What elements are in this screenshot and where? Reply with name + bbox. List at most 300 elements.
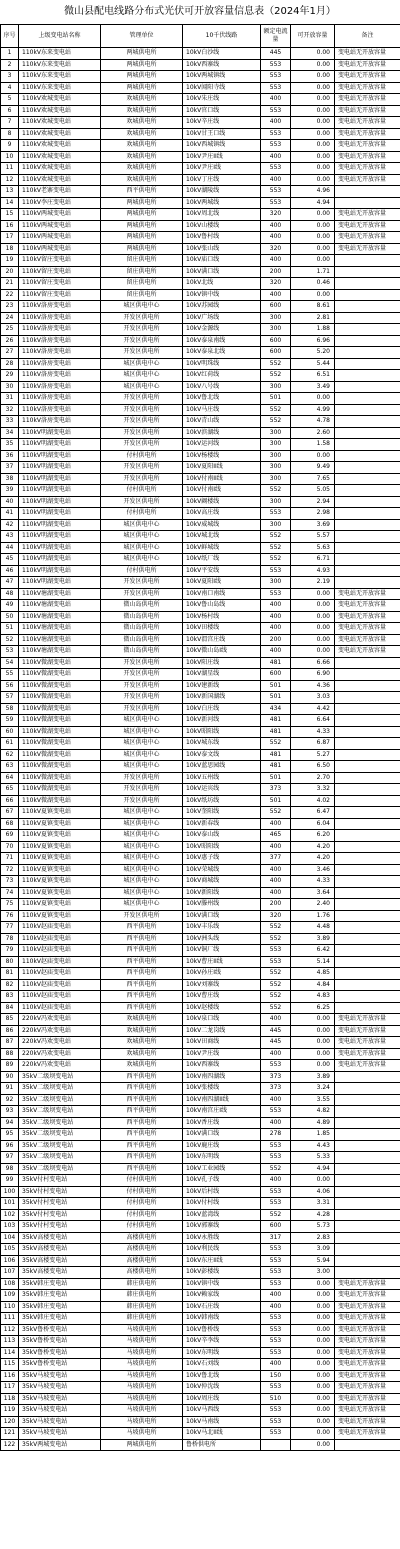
remark: [335, 991, 400, 1003]
rated-current: 552: [261, 1002, 291, 1014]
remark: 变电站无开放容量: [335, 140, 400, 152]
open-capacity: 6.25: [291, 1002, 335, 1014]
row-index: 121: [1, 1428, 19, 1440]
rated-current: 552: [261, 991, 291, 1003]
rated-current: 553: [261, 71, 291, 83]
management-unit: 马坡供电所: [101, 1347, 183, 1359]
feeder-line: 10kV南四湖线: [183, 1071, 261, 1083]
feeder-line: 10kV闻阳寺线: [183, 82, 261, 94]
table-row: [1, 899, 400, 911]
row-index: 23: [1, 301, 19, 313]
remark: [335, 416, 400, 428]
management-unit: 两城供电所: [101, 220, 183, 232]
row-index: 3: [1, 71, 19, 83]
row-index: 77: [1, 922, 19, 934]
row-index: 10: [1, 151, 19, 163]
substation-name: 35kV鲁桥变电站: [19, 1359, 101, 1371]
open-capacity: 0.00: [291, 588, 335, 600]
rated-current: 553: [261, 1244, 291, 1256]
row-index: 111: [1, 1313, 19, 1325]
substation-name: 110kV东来变电站: [19, 59, 101, 71]
feeder-line: 10kV泰泉南线: [183, 335, 261, 347]
remark: 变电站无开放容量: [335, 1370, 400, 1382]
substation-name: 110kV微湖变电站: [19, 703, 101, 715]
remark: [335, 1232, 400, 1244]
open-capacity: 0.00: [291, 1278, 335, 1290]
rated-current: 553: [261, 1428, 291, 1440]
row-index: 108: [1, 1278, 19, 1290]
rated-current: 552: [261, 922, 291, 934]
table-row: [1, 1382, 400, 1394]
row-index: 12: [1, 174, 19, 186]
remark: [335, 370, 400, 382]
substation-name: 110kV明湖变电站: [19, 531, 101, 543]
remark: 变电站无开放容量: [335, 1393, 400, 1405]
open-capacity: 6.20: [291, 830, 335, 842]
rated-current: 553: [261, 565, 291, 577]
management-unit: 城区供电中心: [101, 726, 183, 738]
table-row: [1, 634, 400, 646]
remark: 变电站无开放容量: [335, 634, 400, 646]
row-index: 86: [1, 1025, 19, 1037]
rated-current: 400: [261, 1014, 291, 1026]
header-rated-current: 额定电流量: [261, 25, 291, 48]
rated-current: 200: [261, 899, 291, 911]
management-unit: 欢城供电所: [101, 117, 183, 129]
open-capacity: 0.00: [291, 1347, 335, 1359]
rated-current: 300: [261, 473, 291, 485]
management-unit: 开发区供电所: [101, 393, 183, 405]
open-capacity: 3.09: [291, 1244, 335, 1256]
management-unit: 两城供电所: [101, 71, 183, 83]
management-unit: 付村供电所: [101, 1198, 183, 1210]
management-unit: 两城供电所: [101, 1439, 183, 1451]
feeder-line: 10kV运河线: [183, 439, 261, 451]
substation-name: 35kV鲁桥变电站: [19, 1347, 101, 1359]
open-capacity: 2.40: [291, 899, 335, 911]
open-capacity: 4.82: [291, 1106, 335, 1118]
remark: [335, 1198, 400, 1210]
management-unit: 西平供电所: [101, 186, 183, 198]
row-index: 117: [1, 1382, 19, 1394]
header-remark: 备注: [335, 25, 400, 48]
row-index: 99: [1, 1175, 19, 1187]
open-capacity: 3.55: [291, 1094, 335, 1106]
table-row: [1, 726, 400, 738]
feeder-line: 10kV赵楼线: [183, 1002, 261, 1014]
open-capacity: 0.00: [291, 94, 335, 106]
substation-name: 220kV冯欢变电站: [19, 1014, 101, 1026]
feeder-line: 10kV西寨线: [183, 1060, 261, 1072]
feeder-line: 10kV城北线: [183, 531, 261, 543]
substation-name: 110kV欢城变电站: [19, 151, 101, 163]
remark: [335, 1244, 400, 1256]
substation-name: 110kV老寨变电站: [19, 186, 101, 198]
remark: [335, 1002, 400, 1014]
management-unit: 城区供电中心: [101, 554, 183, 566]
remark: [335, 692, 400, 704]
table-row: [1, 1152, 400, 1164]
rated-current: 317: [261, 1232, 291, 1244]
open-capacity: 0.00: [291, 646, 335, 658]
remark: [335, 910, 400, 922]
remark: [335, 312, 400, 324]
open-capacity: 6.42: [291, 945, 335, 957]
table-row: [1, 1083, 400, 1095]
open-capacity: 2.83: [291, 1232, 335, 1244]
open-capacity: 0.00: [291, 140, 335, 152]
row-index: 32: [1, 404, 19, 416]
rated-current: 552: [261, 807, 291, 819]
row-index: 20: [1, 266, 19, 278]
rated-current: 445: [261, 1037, 291, 1049]
feeder-line: 10kV杨村线: [183, 611, 261, 623]
table-row: [1, 565, 400, 577]
open-capacity: 4.42: [291, 703, 335, 715]
management-unit: 韩庄供电所: [101, 1278, 183, 1290]
table-row: [1, 462, 400, 474]
rated-current: 553: [261, 105, 291, 117]
row-index: 94: [1, 1117, 19, 1129]
remark: [335, 841, 400, 853]
open-capacity: 0.00: [291, 1175, 335, 1187]
substation-name: 35kV高楼变电站: [19, 1244, 101, 1256]
table-row: [1, 542, 400, 554]
row-index: 68: [1, 818, 19, 830]
feeder-line: 10kV辛庄线: [183, 117, 261, 129]
row-index: 52: [1, 634, 19, 646]
open-capacity: 5.57: [291, 531, 335, 543]
feeder-line: 10kV丰乐线: [183, 922, 261, 934]
open-capacity: 8.61: [291, 301, 335, 313]
row-index: 74: [1, 887, 19, 899]
remark: [335, 1221, 400, 1233]
open-capacity: 0.00: [291, 71, 335, 83]
rated-current: 553: [261, 1382, 291, 1394]
feeder-line: 10kV尹庄线: [183, 1048, 261, 1060]
management-unit: 城区供电中心: [101, 807, 183, 819]
substation-name: 110kV微湖变电站: [19, 772, 101, 784]
management-unit: 付村供电所: [101, 508, 183, 520]
rated-current: 600: [261, 301, 291, 313]
management-unit: 城区供电中心: [101, 899, 183, 911]
substation-name: 110kV两城变电站: [19, 232, 101, 244]
substation-name: 110kV夏镇变电站: [19, 864, 101, 876]
rated-current: 553: [261, 1267, 291, 1279]
remark: 变电站无开放容量: [335, 623, 400, 635]
rated-current: 373: [261, 1071, 291, 1083]
substation-name: 110kV微湖变电站: [19, 715, 101, 727]
table-row: [1, 853, 400, 865]
remark: [335, 830, 400, 842]
open-capacity: 0.00: [291, 1037, 335, 1049]
substation-name: 110kV塘湖变电站: [19, 600, 101, 612]
feeder-line: 10kV湖星线: [183, 669, 261, 681]
row-index: 115: [1, 1359, 19, 1371]
feeder-line: 10kV泰山线: [183, 830, 261, 842]
remark: [335, 922, 400, 934]
open-capacity: 0.00: [291, 105, 335, 117]
rated-current: 600: [261, 1221, 291, 1233]
rated-current: 481: [261, 726, 291, 738]
row-index: 17: [1, 232, 19, 244]
open-capacity: 0.46: [291, 278, 335, 290]
open-capacity: 0.00: [291, 1439, 335, 1451]
open-capacity: 0.00: [291, 232, 335, 244]
remark: 变电站无开放容量: [335, 48, 400, 60]
table-row: [1, 324, 400, 336]
row-index: 31: [1, 393, 19, 405]
management-unit: 开发区供电所: [101, 404, 183, 416]
substation-name: 110kV欢城变电站: [19, 117, 101, 129]
open-capacity: 5.73: [291, 1221, 335, 1233]
remark: 变电站无开放容量: [335, 1025, 400, 1037]
feeder-line: 10kV刘寨线: [183, 979, 261, 991]
feeder-line: 10kV北线: [183, 278, 261, 290]
open-capacity: 2.70: [291, 772, 335, 784]
substation-name: 35kV两城变电站: [19, 1439, 101, 1451]
rated-current: 553: [261, 1186, 291, 1198]
feeder-line: 10kV尹庄II线: [183, 151, 261, 163]
remark: [335, 795, 400, 807]
feeder-line: 10kV五州线: [183, 772, 261, 784]
feeder-line: 10kV东明线: [183, 1347, 261, 1359]
feeder-line: 10kV南宫庄I线: [183, 1106, 261, 1118]
management-unit: 开发区供电所: [101, 335, 183, 347]
management-unit: 欢城供电所: [101, 151, 183, 163]
substation-name: 110kV塘湖变电站: [19, 611, 101, 623]
management-unit: 高楼供电所: [101, 1244, 183, 1256]
rated-current: 553: [261, 1060, 291, 1072]
row-index: 89: [1, 1060, 19, 1072]
management-unit: 西平供电所: [101, 1106, 183, 1118]
substation-name: 110kV洛房变电站: [19, 301, 101, 313]
remark: 变电站无开放容量: [335, 105, 400, 117]
open-capacity: 3.69: [291, 519, 335, 531]
substation-name: 110kV明湖变电站: [19, 462, 101, 474]
row-index: 112: [1, 1324, 19, 1336]
row-index: 26: [1, 335, 19, 347]
rated-current: 553: [261, 1347, 291, 1359]
row-index: 7: [1, 117, 19, 129]
remark: [335, 657, 400, 669]
feeder-line: 10kV惠子线: [183, 853, 261, 865]
table-row: [1, 59, 400, 71]
table-row: [1, 174, 400, 186]
capacity-table: [0, 24, 400, 1451]
open-capacity: 0.00: [291, 1048, 335, 1060]
remark: [335, 301, 400, 313]
row-index: 63: [1, 761, 19, 773]
open-capacity: 0.00: [291, 1359, 335, 1371]
row-index: 48: [1, 588, 19, 600]
open-capacity: 0.00: [291, 209, 335, 221]
row-index: 36: [1, 450, 19, 462]
open-capacity: 0.00: [291, 1025, 335, 1037]
rated-current: 445: [261, 48, 291, 60]
row-index: 70: [1, 841, 19, 853]
table-row: [1, 933, 400, 945]
substation-name: 110kV两城变电站: [19, 209, 101, 221]
management-unit: 韩庄供电所: [101, 1301, 183, 1313]
open-capacity: 3.00: [291, 1267, 335, 1279]
rated-current: 600: [261, 669, 291, 681]
row-index: 92: [1, 1094, 19, 1106]
open-capacity: 0.00: [291, 220, 335, 232]
management-unit: 马坡供电所: [101, 1428, 183, 1440]
remark: 变电站无开放容量: [335, 232, 400, 244]
substation-name: 35kV高楼变电站: [19, 1232, 101, 1244]
table-row: [1, 1140, 400, 1152]
row-index: 37: [1, 462, 19, 474]
feeder-line: 10kV两城镇线: [183, 71, 261, 83]
feeder-line: 10kV渭宫庄线: [183, 634, 261, 646]
substation-name: 35kV韩庄变电站: [19, 1290, 101, 1302]
rated-current: 501: [261, 795, 291, 807]
rated-current: 553: [261, 1198, 291, 1210]
row-index: 15: [1, 209, 19, 221]
feeder-line: 10kV白沙线: [183, 48, 261, 60]
feeder-line: 10kV新河线: [183, 715, 261, 727]
table-row: [1, 393, 400, 405]
management-unit: 城区供电中心: [101, 370, 183, 382]
header-substation: 上级变电站名称: [19, 25, 101, 48]
substation-name: 110kV赵庙变电站: [19, 968, 101, 980]
row-index: 97: [1, 1152, 19, 1164]
open-capacity: 4.43: [291, 1140, 335, 1152]
feeder-line: 10kV曹庄线: [183, 991, 261, 1003]
open-capacity: 5.44: [291, 358, 335, 370]
row-index: 116: [1, 1370, 19, 1382]
open-capacity: 5.63: [291, 542, 335, 554]
feeder-line: 10kV马南线: [183, 1416, 261, 1428]
table-row: [1, 381, 400, 393]
rated-current: 501: [261, 692, 291, 704]
rated-current: 445: [261, 1025, 291, 1037]
feeder-line: 10kV韩南线: [183, 1313, 261, 1325]
open-capacity: 3.49: [291, 381, 335, 393]
feeder-line: 10kV新国湖线: [183, 692, 261, 704]
rated-current: 400: [261, 876, 291, 888]
substation-name: 110kV洛房变电站: [19, 312, 101, 324]
rated-current: 300: [261, 462, 291, 474]
substation-name: 35kV马坡变电站: [19, 1393, 101, 1405]
feeder-line: 10kV八号线: [183, 381, 261, 393]
substation-name: 35kV付村变电站: [19, 1221, 101, 1233]
open-capacity: 4.96: [291, 186, 335, 198]
remark: [335, 761, 400, 773]
substation-name: 110kV洛房变电站: [19, 416, 101, 428]
management-unit: 城区供电中心: [101, 381, 183, 393]
feeder-line: 10kV洲头线: [183, 933, 261, 945]
management-unit: 城区供电中心: [101, 864, 183, 876]
substation-name: 110kV洛房变电站: [19, 404, 101, 416]
table-row: [1, 876, 400, 888]
table-row: [1, 94, 400, 106]
feeder-line: 10kV滨湖线: [183, 427, 261, 439]
feeder-line: 10kV泰泉北线: [183, 347, 261, 359]
feeder-line: 10kV利民线: [183, 1244, 261, 1256]
feeder-line: 10kV城东线: [183, 738, 261, 750]
row-index: 65: [1, 784, 19, 796]
substation-name: 110kV赵庙变电站: [19, 1002, 101, 1014]
management-unit: 高楼供电所: [101, 1267, 183, 1279]
rated-current: 552: [261, 531, 291, 543]
row-index: 14: [1, 197, 19, 209]
feeder-line: 10kV泉口线: [183, 1014, 261, 1026]
rated-current: 553: [261, 186, 291, 198]
rated-current: 553: [261, 1278, 291, 1290]
management-unit: 马坡供电所: [101, 1324, 183, 1336]
table-row: [1, 1244, 400, 1256]
table-row: [1, 278, 400, 290]
row-index: 66: [1, 795, 19, 807]
remark: [335, 726, 400, 738]
rated-current: 373: [261, 784, 291, 796]
management-unit: 欢城供电所: [101, 128, 183, 140]
open-capacity: 1.58: [291, 439, 335, 451]
row-index: 98: [1, 1163, 19, 1175]
row-index: 29: [1, 370, 19, 382]
open-capacity: 2.81: [291, 312, 335, 324]
table-row: [1, 1405, 400, 1417]
feeder-line: 10kV运宾线: [183, 784, 261, 796]
management-unit: 两城供电所: [101, 209, 183, 221]
rated-current: 300: [261, 427, 291, 439]
rated-current: 600: [261, 347, 291, 359]
feeder-line: 10kV曹庄II线: [183, 956, 261, 968]
remark: [335, 186, 400, 198]
substation-name: 35kV二级坝变电站: [19, 1117, 101, 1129]
table-row: [1, 105, 400, 117]
substation-name: 110kV欢城变电站: [19, 140, 101, 152]
management-unit: 开发区供电所: [101, 416, 183, 428]
remark: 变电站无开放容量: [335, 611, 400, 623]
remark: [335, 1117, 400, 1129]
open-capacity: 0.00: [291, 1014, 335, 1026]
remark: [335, 485, 400, 497]
remark: [335, 577, 400, 589]
table-row: [1, 117, 400, 129]
open-capacity: 1.85: [291, 1129, 335, 1141]
management-unit: 西平供电所: [101, 968, 183, 980]
table-row: [1, 1129, 400, 1141]
table-row: [1, 738, 400, 750]
rated-current: 553: [261, 588, 291, 600]
rated-current: 400: [261, 646, 291, 658]
management-unit: 微山岛供电所: [101, 611, 183, 623]
management-unit: 欢城供电所: [101, 1060, 183, 1072]
remark: [335, 1129, 400, 1141]
remark: [335, 1140, 400, 1152]
remark: [335, 404, 400, 416]
table-row: [1, 1255, 400, 1267]
open-capacity: 4.78: [291, 416, 335, 428]
open-capacity: 6.51: [291, 370, 335, 382]
feeder-line: 10kV夏阳I线: [183, 577, 261, 589]
feeder-line: 10kV西寨线: [183, 59, 261, 71]
remark: [335, 945, 400, 957]
open-capacity: 3.89: [291, 1071, 335, 1083]
rated-current: 400: [261, 1359, 291, 1371]
management-unit: 高楼供电所: [101, 1232, 183, 1244]
management-unit: 微山岛供电所: [101, 623, 183, 635]
feeder-line: 10kV马北II线: [183, 1428, 261, 1440]
substation-name: 110kV夏镇变电站: [19, 807, 101, 819]
feeder-line: 10kV红荷线: [183, 370, 261, 382]
feeder-line: 10kV永胜线: [183, 1232, 261, 1244]
feeder-line: 10kV明珠线: [183, 358, 261, 370]
